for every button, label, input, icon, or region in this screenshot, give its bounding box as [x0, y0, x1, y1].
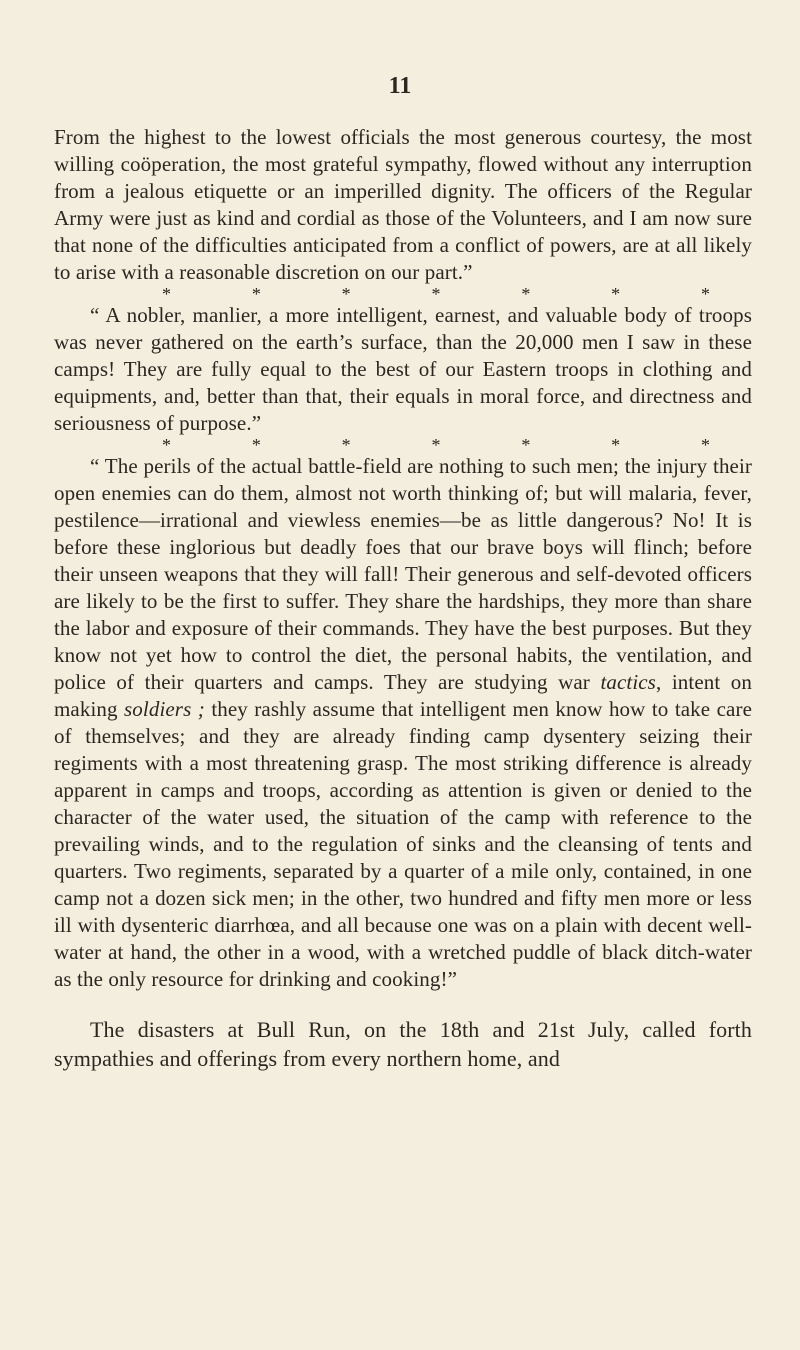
paragraph-perils — [54, 453, 752, 993]
star: * — [251, 435, 261, 455]
star: * — [611, 435, 621, 455]
section-break-stars — [162, 286, 710, 302]
star: * — [341, 284, 351, 304]
star: * — [431, 435, 441, 455]
paragraph-gap — [54, 993, 752, 1015]
paragraph-troops: “ A nobler, manlier, a more intelligent, earnest, and valuable body of troops was never gathered on the earth’s surface, than the 20,000 men I saw in these camps! They are fully equal to the best of our Eastern troops in clothing and equipments, and, better than that, their equals in moral force, and directness and seriousness of purpose.” — [54, 303, 752, 435]
star: * — [521, 435, 531, 455]
star: * — [700, 435, 710, 455]
page-content — [54, 124, 752, 1073]
italic-soldiers: soldiers ; — [124, 697, 205, 721]
star: * — [251, 284, 261, 304]
star: * — [611, 284, 621, 304]
paragraph-perils-text-3: they rashly assume that intelligent men know how to take care of themselves; and they are already finding camp dysentery seizing their regiments with a most threatening grasp. The most striking difference is already apparent in camps and troops, according as attention is given or denied to the character of the water used, the situation of the camp with reference to the prevailing winds, and to the regulation of sinks and the cleansing of tents and quarters. Two regiments, separated by a quarter of a mile only, contained, in one camp not a dozen sick men; in the other, two hundred and fifty men more or less ill with dysenteric diarrhœa, and all because one was on a plain with decent well-water at hand, the other in a wood, with a wretched puddle of black ditch-water as the only resource for drinking and cooking!” — [54, 697, 752, 991]
paragraph-perils-text-1: “ The perils of the actual battle-field are nothing to such men; the injury their open enemies can do them, almost not worth thinking of; but will malaria, fever, pestilence—irrational and viewless enemies—be as little dangerous? No! It is before these inglorious but deadly foes that our brave boys will flinch; before their unseen weapons that they will fall! Their generous and self-devoted officers are likely to be the first to suffer. They share the hardships, they more than share the labor and exposure of their commands. They have the best purposes. But they know not yet how to control the diet, the personal habits, the ventilation, and police of their quarters and camps. They are studying war — [54, 454, 752, 694]
star: * — [341, 435, 351, 455]
section-break-stars — [162, 437, 710, 453]
italic-tactics: tactics — [600, 670, 656, 694]
page-number: 11 — [388, 73, 412, 99]
star: * — [700, 284, 710, 304]
star: * — [162, 284, 171, 304]
paragraph-perils-text-2: , intent on making — [54, 670, 752, 721]
paragraph-courtesy: From the highest to the lowest officials the most generous courtesy, the most willing coöperation, the most grateful sympathy, flowed without any interruption from a jealous etiquette or an imperilled dignity. The officers of the Regular Army were just as kind and cordial as those of the Volunteers, and I am now sure that none of the difficulties anticipated from a conflict of powers, are at all likely to arise with a reasonable discretion on our part.” — [54, 125, 752, 284]
star: * — [521, 284, 531, 304]
star: * — [431, 284, 441, 304]
star: * — [162, 435, 171, 455]
paragraph-bull-run: The disasters at Bull Run, on the 18th and 21st July, called forth sympathies and offerings from every northern home, and — [54, 1017, 752, 1071]
